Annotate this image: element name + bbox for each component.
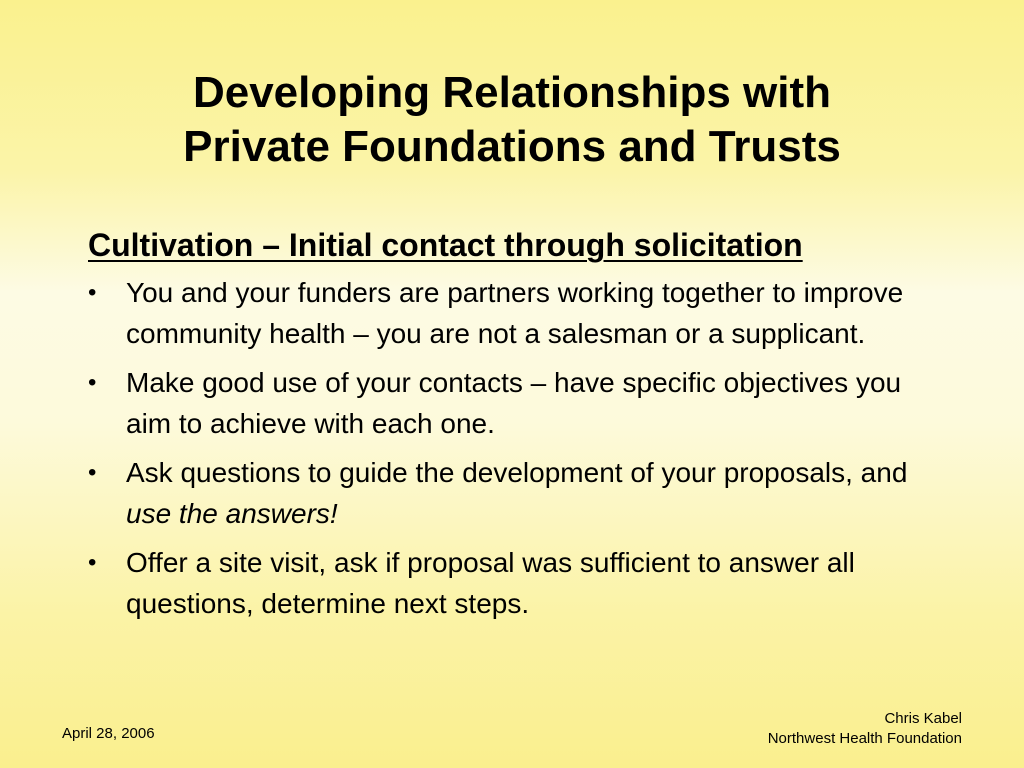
title-line: Private Foundations and Trusts (183, 122, 841, 171)
bullet-item (88, 362, 918, 444)
bullet-list (88, 272, 918, 624)
footer-organization: Northwest Health Foundation (767, 730, 962, 747)
bullet-item (88, 452, 918, 534)
bullet-text: Offer a site visit, ask if proposal was sufficient to answer all questions, determine next steps. (126, 547, 855, 619)
slide-title (62, 66, 962, 174)
bullet-text: You and your funders are partners working together to improve community health – you are not a salesman or a supplicant. (126, 277, 904, 349)
bullet-text: Ask questions to guide the development of your proposals, and (126, 457, 908, 488)
bullet-item (88, 542, 918, 624)
footer-author-block (768, 709, 962, 749)
bullet-text: Make good use of your contacts – have specific objectives you aim to achieve with each one. (126, 367, 902, 439)
bullet-item (88, 272, 918, 354)
footer-author-name: Chris Kabel (884, 710, 962, 727)
title-line: Developing Relationships with (192, 68, 832, 117)
bullet-emphasis: use the answers! (126, 498, 338, 529)
section-heading: Cultivation – Initial contact through solicitation (88, 227, 803, 263)
bullet-icon: • (88, 549, 97, 576)
slide-body (88, 222, 918, 632)
bullet-icon: • (88, 369, 97, 396)
bullet-icon: • (88, 459, 97, 486)
bullet-icon: • (88, 279, 97, 306)
footer-date: April 28, 2006 (62, 725, 155, 742)
